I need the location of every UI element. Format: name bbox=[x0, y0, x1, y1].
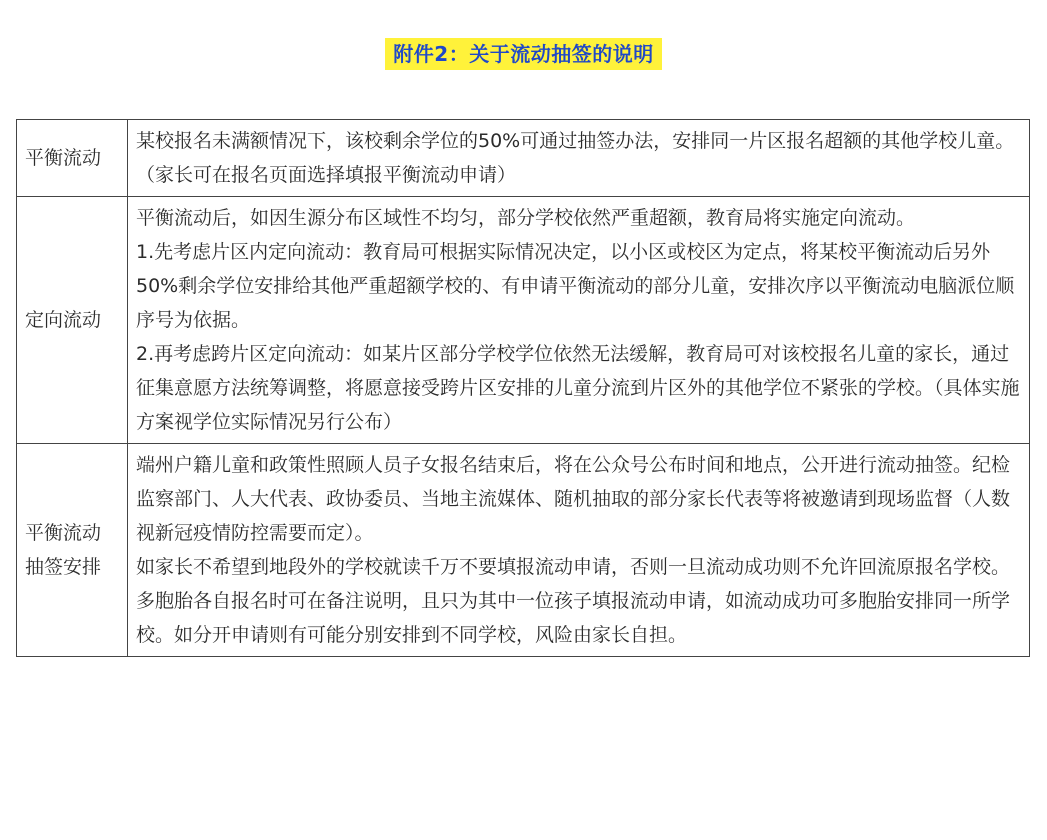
paragraph: 平衡流动后，如因生源分布区域性不均匀，部分学校依然严重超额，教育局将实施定向流动。 bbox=[136, 207, 916, 229]
table-row-balanced-flow bbox=[17, 120, 1030, 197]
document-title: 附件2：关于流动抽签的说明 bbox=[385, 38, 661, 70]
paragraph: 如家长不希望到地段外的学校就读千万不要填报流动申请，否则一旦流动成功则不允许回流原报名学校。多胞胎各自报名时可在备注说明，且只为其中一位孩子填报流动申请，如流动成功可多胞胎安排同一所学校。如分开申请则有可能分别安排到不同学校，风险由家长自担。 bbox=[136, 556, 1011, 646]
paragraph: 1.先考虑片区内定向流动：教育局可根据实际情况决定，以小区或校区为定点，将某校平衡流动后另外50%剩余学位安排给其他严重超额学校的、有申请平衡流动的部分儿童，安排次序以平衡流动电脑派位顺序号为依据。 bbox=[136, 241, 1015, 331]
row-content-lottery-arrangement bbox=[128, 444, 1030, 657]
paragraph: 端州户籍儿童和政策性照顾人员子女报名结束后，将在公众号公布时间和地点，公开进行流动抽签。纪检监察部门、人大代表、政协委员、当地主流媒体、随机抽取的部分家长代表等将被邀请到现场监督（人数视新冠疫情防控需要而定）。 bbox=[136, 454, 1011, 544]
explanation-table bbox=[16, 119, 1030, 657]
table-row-directed-flow bbox=[17, 197, 1030, 444]
paragraph: 某校报名未满额情况下，该校剩余学位的50%可通过抽签办法，安排同一片区报名超额的其他学校儿童。（家长可在报名页面选择填报平衡流动申请） bbox=[136, 130, 1015, 186]
row-label-directed-flow: 定向流动 bbox=[17, 197, 128, 444]
table-row-lottery-arrangement bbox=[17, 444, 1030, 657]
row-label-balanced-flow: 平衡流动 bbox=[17, 120, 128, 197]
title-wrap bbox=[0, 38, 1047, 70]
row-content-directed-flow bbox=[128, 197, 1030, 444]
row-label-lottery-arrangement: 平衡流动抽签安排 bbox=[17, 444, 128, 657]
paragraph: 2.再考虑跨片区定向流动：如某片区部分学校学位依然无法缓解，教育局可对该校报名儿童的家长，通过征集意愿方法统筹调整，将愿意接受跨片区安排的儿童分流到片区外的其他学位不紧张的学校。（具体实施方案视学位实际情况另行公布） bbox=[136, 343, 1020, 433]
row-content-balanced-flow bbox=[128, 120, 1030, 197]
